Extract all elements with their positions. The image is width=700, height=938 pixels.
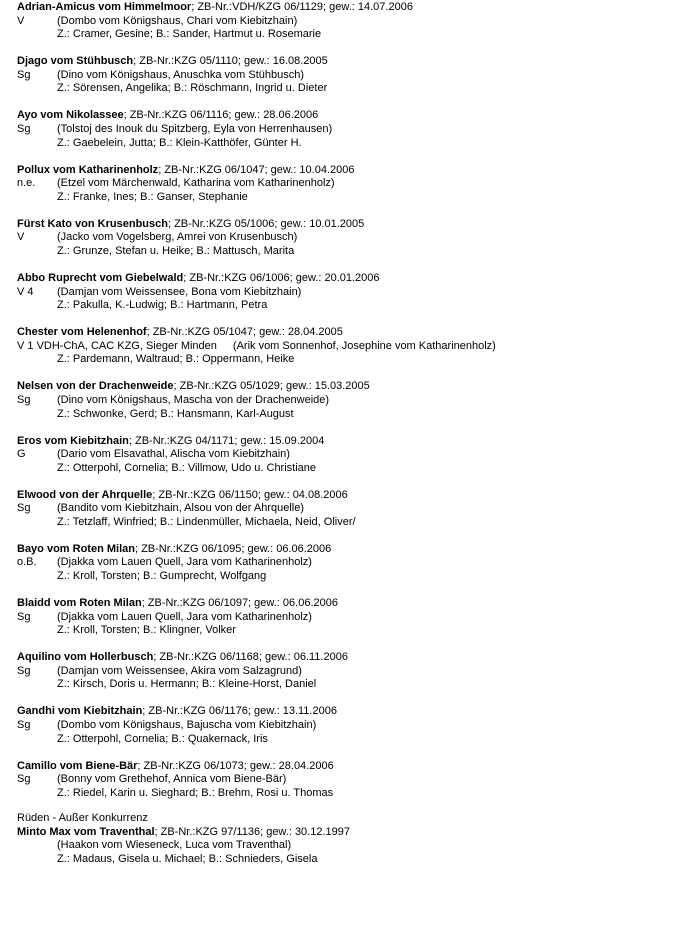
dog-name: Eros vom Kiebitzhain [17, 434, 129, 447]
dog-registration: ; ZB-Nr.:KZG 06/1116; gew.: 28.06.2006 [123, 109, 319, 122]
dog-entry [17, 489, 687, 543]
section-title: Rüden - Außer Konkurrenz [17, 812, 148, 824]
grade: Sg [17, 502, 31, 515]
parents: (Tolstoj des Inouk du Spitzberg, Eyla von Herrenhausen) [57, 122, 333, 135]
grade: n.e. [17, 177, 36, 190]
dog-registration: ; ZB-Nr.:VDH/KZG 06/1129; gew.: 14.07.2006 [191, 1, 413, 13]
dog-registration: ; ZB-Nr.:KZG 06/1047; gew.: 10.04.2006 [158, 163, 355, 176]
dog-registration: ; ZB-Nr.:KZG 06/1176; gew.: 13.11.2006 [142, 705, 337, 718]
dog-entry [17, 380, 687, 434]
dog-name: Minto Max vom Traventhal [17, 825, 155, 838]
parents: (Arik vom Sonnenhof, Josephine vom Katharinenholz) [232, 339, 496, 352]
dog-entry [17, 218, 687, 272]
parents: (Dario vom Elsavathal, Alischa vom Kiebitzhain) [57, 448, 290, 461]
breeder-owner: Z.: Pakulla, K.-Ludwig; B.: Hartmann, Petra [57, 299, 268, 312]
grade: Sg [17, 393, 31, 406]
breeder-owner: Z.: Kroll, Torsten; B.: Gumprecht, Wolfgang [57, 570, 267, 583]
grade: o.B. [17, 556, 37, 569]
dog-name: Abbo Ruprecht vom Giebelwald [17, 271, 184, 284]
breeder-owner: Z.: Schwonke, Gerd; B.: Hansmann, Karl-August [57, 407, 294, 420]
dog-entry [17, 760, 687, 814]
breeder-owner: Z.: Tetzlaff, Winfried; B.: Lindenmüller, Michaela, Neid, Oliver/ [57, 515, 356, 528]
dog-entry [17, 435, 687, 489]
dog-name: Djago vom Stühbusch [17, 55, 134, 68]
dog-registration: ; ZB-Nr.:KZG 05/1029; gew.: 15.03.2005 [173, 380, 370, 393]
parents: (Djakka vom Lauen Quell, Jara vom Katharinenholz) [57, 556, 312, 569]
parents: (Dombo vom Königshaus, Chari vom Kiebitzhain) [57, 14, 298, 27]
breeder-owner: Z.: Sörensen, Angelika; B.: Röschmann, Ingrid u. Dieter [57, 82, 328, 95]
breeder-owner: Z.: Riedel, Karin u. Sieghard; B.: Brehm, Rosi u. Thomas [57, 786, 334, 799]
dog-entry [17, 543, 687, 597]
dog-name: Camillo vom Biene-Bär [17, 759, 138, 772]
breeder-owner: Z.: Madaus, Gisela u. Michael; B.: Schnieders, Gisela [57, 852, 318, 865]
dog-name: Pollux vom Katharinenholz [17, 163, 159, 176]
dog-name: Blaidd vom Roten Milan [17, 597, 142, 610]
dog-entry [17, 55, 687, 109]
dog-name: Gandhi vom Kiebitzhain [17, 705, 143, 718]
parents: (Damjan vom Weissensee, Bona vom Kiebitzhain) [57, 285, 302, 298]
dog-name: Elwood von der Ahrquelle [17, 488, 153, 501]
parents: (Djakka vom Lauen Quell, Jara vom Katharinenholz) [57, 610, 312, 623]
dog-name: Bayo vom Roten Milan [17, 542, 135, 555]
grade: V [17, 14, 25, 27]
grade: Sg [17, 610, 31, 623]
parents: (Dombo vom Königshaus, Bajuscha vom Kiebitzhain) [57, 719, 317, 732]
dog-registration: ; ZB-Nr.:KZG 06/1073; gew.: 28.04.2006 [137, 759, 334, 772]
dog-entry [17, 705, 687, 759]
grade: Sg [17, 664, 31, 677]
dog-name: Aquilino vom Hollerbusch [17, 651, 154, 664]
parents: (Dino vom Königshaus, Anuschka vom Stühbusch) [57, 68, 305, 81]
dog-registration: ; ZB-Nr.:KZG 05/1047; gew.: 28.04.2005 [146, 326, 343, 339]
dog-registration: ; ZB-Nr.:KZG 04/1171; gew.: 15.09.2004 [128, 434, 325, 447]
grade: V [17, 231, 25, 244]
breeder-owner: Z.: Gaebelein, Jutta; B.: Klein-Katthöfer, Günter H. [57, 136, 302, 149]
dog-registration: ; ZB-Nr.:KZG 06/1150; gew.: 04.08.2006 [152, 488, 348, 501]
parents: (Bonny vom Grethehof, Annica vom Biene-Bär) [57, 773, 287, 786]
breeder-owner: Z.: Franke, Ines; B.: Ganser, Stephanie [57, 190, 248, 203]
grade: Sg [17, 122, 31, 135]
breeder-owner: Z.: Otterpohl, Cornelia; B.: Villmow, Udo u. Christiane [57, 461, 317, 474]
dog-registration: ; ZB-Nr.:KZG 05/1110; gew.: 16.08.2005 [133, 55, 328, 68]
dog-entry [17, 1, 687, 55]
dog-name: Ayo vom Nikolassee [17, 109, 124, 122]
grade: V 4 [17, 285, 34, 298]
grade: Sg [17, 773, 31, 786]
document-body [17, 1, 687, 814]
breeder-owner: Z.: Otterpohl, Cornelia; B.: Quakernack, Iris [57, 732, 268, 745]
parents: (Dino vom Königshaus, Mascha von der Drachenweide) [57, 393, 330, 406]
dog-name: Fürst Kato von Krusenbusch [17, 217, 168, 230]
breeder-owner: Z.: Pardemann, Waltraud; B.: Oppermann, Heike [57, 353, 295, 366]
dog-name: Nelsen von der Drachenweide [17, 380, 174, 393]
grade: V 1 VDH-ChA, CAC KZG, Sieger Minden [17, 339, 217, 352]
grade: Sg [17, 68, 31, 81]
parents: (Etzel vom Märchenwald, Katharina vom Katharinenholz) [57, 177, 335, 190]
dog-registration: ; ZB-Nr.:KZG 06/1168; gew.: 06.11.2006 [153, 651, 348, 664]
parents: (Jacko vom Vogelsberg, Amrei von Krusenbusch) [57, 231, 298, 244]
parents: (Bandito vom Kiebitzhain, Alsou von der Ahrquelle) [57, 502, 305, 515]
breeder-owner: Z.: Grunze, Stefan u. Heike; B.: Mattusch, Marita [57, 244, 295, 257]
dog-registration: ; ZB-Nr.:KZG 06/1095; gew.: 06.06.2006 [134, 542, 332, 555]
dog-name: Chester vom Helenenhof [17, 326, 147, 339]
dog-registration: ; ZB-Nr.:KZG 05/1006; gew.: 10.01.2005 [167, 217, 365, 230]
dog-registration: ; ZB-Nr.:KZG 06/1097; gew.: 06.06.2006 [141, 597, 338, 610]
out-of-competition-section [17, 812, 687, 866]
dog-registration: ; ZB-Nr.:KZG 06/1006; gew.: 20.01.2006 [183, 271, 380, 284]
dog-entry [17, 164, 687, 218]
dog-name: Adrian-Amicus vom Himmelmoor [17, 1, 192, 13]
breeder-owner: Z.: Kroll, Torsten; B.: Klingner, Volker [57, 624, 236, 637]
grade: G [17, 448, 26, 461]
dog-entry [17, 651, 687, 705]
breeder-owner: Z.: Kirsch, Doris u. Hermann; B.: Kleine-Horst, Daniel [57, 678, 317, 691]
dog-entry [17, 272, 687, 326]
grade: Sg [17, 719, 31, 732]
dog-entry [17, 326, 687, 380]
dog-entry [17, 597, 687, 651]
breeder-owner: Z.: Cramer, Gesine; B.: Sander, Hartmut u. Rosemarie [57, 28, 322, 41]
dog-registration: ; ZB-Nr.:KZG 97/1136; gew.: 30.12.1997 [154, 825, 350, 838]
dog-entry [17, 109, 687, 163]
parents: (Haakon vom Wieseneck, Luca vom Traventhal) [57, 839, 292, 852]
parents: (Damjan vom Weissensee, Akira vom Salzagrund) [57, 664, 302, 677]
